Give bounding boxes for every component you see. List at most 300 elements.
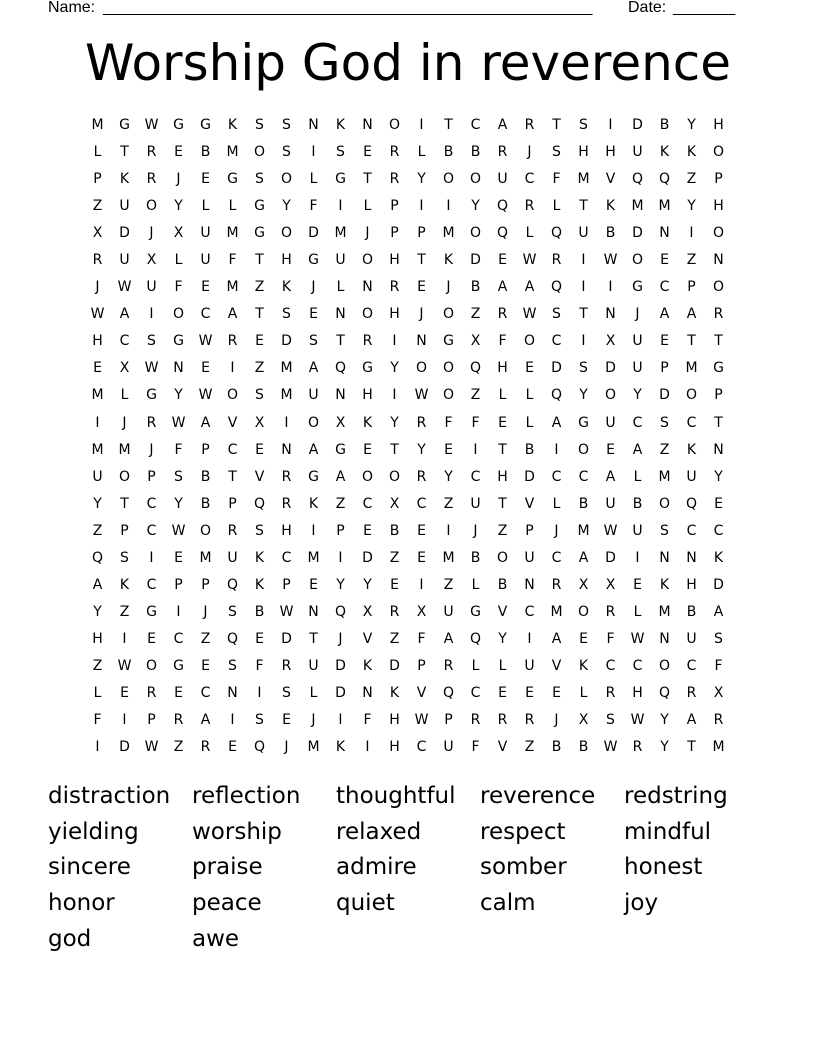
- grid-letter: E: [579, 630, 588, 647]
- grid-letter: Y: [660, 739, 669, 756]
- word-list-item: admire: [336, 854, 417, 881]
- grid-letter: Z: [686, 252, 697, 269]
- grid-letter: B: [443, 144, 454, 161]
- grid-letter: T: [255, 252, 264, 269]
- grid-letter: P: [147, 712, 156, 729]
- grid-letter: C: [659, 279, 670, 296]
- grid-letter: Z: [92, 657, 103, 674]
- grid-letter: U: [200, 252, 211, 269]
- grid-letter: S: [255, 171, 264, 188]
- grid-letter: E: [363, 441, 372, 458]
- grid-letter: U: [146, 279, 157, 296]
- grid-letter: S: [336, 144, 345, 161]
- grid-letter: Z: [389, 549, 400, 566]
- grid-row: [84, 356, 732, 383]
- grid-letter: S: [120, 549, 129, 566]
- grid-letter: H: [92, 630, 103, 647]
- grid-letter: C: [281, 549, 292, 566]
- grid-letter: I: [122, 712, 127, 729]
- grid-letter: M: [550, 603, 563, 620]
- grid-letter: M: [685, 360, 698, 377]
- grid-letter: P: [228, 495, 237, 512]
- grid-letter: J: [95, 279, 100, 296]
- grid-letter: C: [686, 522, 697, 539]
- grid-letter: O: [712, 144, 725, 161]
- grid-letter: B: [200, 144, 211, 161]
- grid-letter: Y: [93, 603, 102, 620]
- word-list-item: sincere: [48, 854, 131, 881]
- grid-letter: A: [686, 306, 697, 323]
- grid-letter: F: [309, 198, 318, 215]
- grid-letter: E: [525, 360, 534, 377]
- grid-letter: O: [712, 279, 725, 296]
- grid-letter: R: [713, 712, 724, 729]
- grid-letter: Q: [496, 198, 509, 215]
- grid-letter: R: [389, 144, 400, 161]
- grid-letter: S: [255, 712, 264, 729]
- grid-letter: E: [309, 576, 318, 593]
- grid-letter: K: [335, 117, 346, 133]
- grid-letter: C: [362, 495, 373, 512]
- grid-letter: Y: [498, 630, 507, 647]
- grid-letter: S: [579, 117, 588, 133]
- grid-letter: P: [147, 468, 156, 485]
- grid-letter: X: [578, 576, 589, 593]
- grid-letter: Y: [93, 495, 102, 512]
- grid-letter: N: [308, 603, 319, 620]
- grid-letter: J: [419, 306, 424, 323]
- grid-letter: P: [120, 522, 129, 539]
- grid-letter: S: [255, 387, 264, 404]
- grid-letter: U: [524, 549, 535, 566]
- grid-letter: R: [146, 684, 157, 701]
- grid-letter: N: [362, 279, 373, 296]
- grid-letter: I: [95, 739, 100, 756]
- grid-letter: V: [362, 630, 373, 647]
- grid-letter: B: [578, 495, 589, 512]
- grid-letter: Q: [334, 603, 347, 620]
- grid-letter: R: [686, 684, 697, 701]
- grid-letter: V: [524, 495, 535, 512]
- word-list-item: yielding: [48, 818, 139, 845]
- grid-letter: T: [390, 441, 399, 458]
- grid-letter: F: [444, 414, 453, 431]
- grid-letter: L: [525, 387, 534, 404]
- grid-letter: P: [336, 522, 345, 539]
- grid-letter: L: [93, 144, 102, 161]
- grid-letter: T: [444, 117, 453, 133]
- grid-letter: Y: [633, 387, 642, 404]
- grid-letter: P: [714, 171, 723, 188]
- grid-letter: K: [659, 576, 670, 593]
- grid-letter: P: [714, 387, 723, 404]
- word-list-item: honor: [48, 890, 115, 917]
- grid-letter: L: [579, 684, 588, 701]
- grid-letter: Z: [389, 630, 400, 647]
- grid-letter: W: [603, 252, 618, 269]
- grid-letter: U: [443, 603, 454, 620]
- grid-letter: H: [686, 576, 697, 593]
- grid-letter: Q: [631, 171, 644, 188]
- grid-letter: N: [416, 333, 427, 350]
- grid-letter: A: [335, 468, 346, 485]
- grid-letter: Q: [253, 739, 266, 756]
- grid-letter: N: [173, 360, 184, 377]
- grid-letter: B: [389, 522, 400, 539]
- grid-letter: P: [525, 522, 534, 539]
- grid-letter: X: [146, 252, 157, 269]
- grid-letter: I: [338, 712, 343, 729]
- grid-letter: S: [174, 468, 183, 485]
- grid-row: [84, 275, 732, 302]
- grid-letter: N: [659, 549, 670, 566]
- grid-letter: Z: [443, 576, 454, 593]
- grid-letter: X: [119, 360, 130, 377]
- grid-letter: M: [334, 225, 347, 242]
- grid-letter: D: [308, 225, 319, 242]
- grid-letter: O: [442, 306, 455, 323]
- grid-row: [84, 546, 732, 573]
- grid-letter: D: [119, 739, 130, 756]
- grid-row: [84, 167, 732, 194]
- grid-letter: Y: [687, 117, 696, 133]
- grid-letter: Q: [685, 495, 698, 512]
- grid-letter: O: [307, 414, 320, 431]
- grid-letter: I: [581, 333, 586, 350]
- grid-letter: Y: [660, 712, 669, 729]
- grid-letter: C: [227, 441, 238, 458]
- grid-letter: E: [498, 252, 507, 269]
- grid-row: [84, 411, 732, 438]
- grid-letter: B: [254, 603, 265, 620]
- grid-letter: R: [497, 306, 508, 323]
- grid-letter: I: [689, 225, 694, 242]
- grid-letter: H: [389, 252, 400, 269]
- grid-letter: I: [230, 712, 235, 729]
- grid-letter: S: [255, 117, 264, 133]
- grid-letter: O: [361, 252, 374, 269]
- grid-letter: Q: [226, 576, 239, 593]
- grid-letter: I: [446, 522, 451, 539]
- grid-letter: G: [254, 198, 265, 215]
- grid-letter: E: [660, 252, 669, 269]
- grid-letter: O: [658, 657, 671, 674]
- grid-letter: M: [658, 198, 671, 215]
- grid-letter: B: [470, 549, 481, 566]
- grid-letter: K: [686, 144, 697, 161]
- grid-letter: M: [91, 441, 104, 458]
- grid-letter: C: [605, 657, 616, 674]
- grid-letter: J: [176, 171, 181, 188]
- word-list-item: thoughtful: [336, 783, 456, 809]
- grid-row: [84, 140, 732, 167]
- grid-letter: F: [363, 712, 372, 729]
- grid-letter: I: [608, 279, 613, 296]
- grid-letter: K: [281, 279, 292, 296]
- grid-letter: B: [524, 441, 535, 458]
- grid-letter: F: [228, 252, 237, 269]
- grid-letter: O: [226, 387, 239, 404]
- grid-letter: E: [147, 630, 156, 647]
- grid-letter: B: [605, 225, 616, 242]
- grid-letter: I: [230, 360, 235, 377]
- grid-letter: R: [551, 576, 562, 593]
- grid-letter: R: [470, 712, 481, 729]
- word-list-item: mindful: [624, 818, 712, 845]
- grid-letter: E: [633, 576, 642, 593]
- grid-letter: U: [308, 387, 319, 404]
- grid-letter: M: [199, 549, 212, 566]
- grid-letter: R: [524, 117, 535, 133]
- grid-letter: R: [92, 252, 103, 269]
- grid-letter: R: [227, 522, 238, 539]
- grid-letter: J: [635, 306, 640, 323]
- grid-letter: U: [119, 252, 130, 269]
- grid-letter: R: [146, 414, 157, 431]
- grid-letter: L: [525, 414, 534, 431]
- grid-letter: T: [687, 333, 696, 350]
- grid-letter: U: [497, 171, 508, 188]
- grid-letter: E: [525, 684, 534, 701]
- word-list-item: quiet: [336, 890, 395, 917]
- grid-letter: M: [442, 549, 455, 566]
- grid-letter: I: [257, 684, 262, 701]
- grid-letter: O: [415, 360, 428, 377]
- grid-letter: E: [606, 441, 615, 458]
- grid-letter: I: [311, 144, 316, 161]
- grid-letter: S: [552, 144, 561, 161]
- grid-letter: T: [714, 414, 723, 431]
- grid-letter: I: [419, 117, 424, 133]
- grid-row: [84, 248, 732, 275]
- word-list-item: calm: [480, 890, 536, 917]
- grid-letter: R: [227, 333, 238, 350]
- grid-letter: F: [417, 630, 426, 647]
- grid-letter: T: [498, 441, 507, 458]
- grid-letter: U: [605, 414, 616, 431]
- grid-row: [84, 735, 732, 762]
- grid-letter: M: [280, 360, 293, 377]
- grid-letter: E: [201, 279, 210, 296]
- grid-letter: M: [118, 441, 131, 458]
- grid-row: [84, 654, 732, 681]
- grid-letter: U: [227, 549, 238, 566]
- grid-letter: S: [660, 414, 669, 431]
- grid-letter: E: [228, 739, 237, 756]
- grid-letter: O: [712, 225, 725, 242]
- word-list-item: relaxed: [336, 818, 422, 845]
- grid-letter: R: [551, 252, 562, 269]
- grid-letter: J: [311, 712, 316, 729]
- grid-letter: O: [442, 387, 455, 404]
- grid-letter: F: [174, 279, 183, 296]
- grid-letter: Q: [658, 171, 671, 188]
- grid-letter: E: [174, 684, 183, 701]
- grid-letter: X: [254, 414, 265, 431]
- grid-letter: Y: [714, 468, 723, 485]
- grid-letter: E: [444, 441, 453, 458]
- grid-letter: U: [632, 360, 643, 377]
- grid-letter: X: [470, 333, 481, 350]
- word-list-item: god: [48, 925, 92, 952]
- grid-letter: Z: [200, 630, 211, 647]
- grid-letter: O: [658, 495, 671, 512]
- grid-letter: S: [579, 360, 588, 377]
- grid-letter: B: [470, 144, 481, 161]
- grid-letter: K: [686, 441, 697, 458]
- grid-letter: Y: [282, 198, 291, 215]
- grid-letter: A: [578, 549, 589, 566]
- grid-letter: R: [389, 171, 400, 188]
- grid-letter: K: [443, 252, 454, 269]
- grid-letter: O: [280, 171, 293, 188]
- grid-row: [84, 600, 732, 627]
- grid-letter: C: [416, 739, 427, 756]
- grid-letter: C: [146, 576, 157, 593]
- grid-letter: D: [713, 576, 724, 593]
- page-title: Worship God in reverence: [84, 34, 732, 92]
- grid-letter: I: [176, 603, 181, 620]
- grid-letter: F: [471, 414, 480, 431]
- grid-letter: J: [527, 144, 532, 161]
- grid-letter: O: [280, 225, 293, 242]
- grid-letter: Z: [470, 306, 481, 323]
- grid-letter: R: [281, 495, 292, 512]
- grid-letter: P: [390, 225, 399, 242]
- grid-letter: W: [630, 712, 645, 729]
- grid-letter: T: [336, 333, 345, 350]
- grid-letter: W: [279, 603, 294, 620]
- grid-letter: Z: [443, 495, 454, 512]
- grid-letter: T: [120, 495, 129, 512]
- grid-letter: X: [713, 684, 724, 701]
- grid-letter: J: [473, 522, 478, 539]
- grid-letter: V: [227, 414, 238, 431]
- grid-letter: P: [660, 360, 669, 377]
- grid-letter: E: [552, 684, 561, 701]
- grid-letter: W: [198, 387, 213, 404]
- grid-letter: W: [414, 712, 429, 729]
- grid-row: [84, 194, 732, 221]
- grid-letter: I: [419, 198, 424, 215]
- grid-letter: K: [578, 657, 589, 674]
- grid-letter: E: [255, 333, 264, 350]
- grid-letter: O: [145, 198, 158, 215]
- grid-row: [84, 113, 732, 140]
- grid-letter: I: [149, 549, 154, 566]
- grid-letter: F: [714, 657, 723, 674]
- grid-letter: I: [446, 198, 451, 215]
- grid-letter: O: [685, 387, 698, 404]
- grid-letter: O: [442, 360, 455, 377]
- grid-letter: I: [635, 549, 640, 566]
- grid-letter: D: [632, 117, 643, 133]
- grid-letter: Z: [335, 495, 346, 512]
- grid-letter: L: [228, 198, 237, 215]
- grid-letter: F: [471, 739, 480, 756]
- grid-letter: C: [146, 522, 157, 539]
- grid-letter: H: [605, 144, 616, 161]
- grid-letter: T: [579, 306, 588, 323]
- grid-letter: Q: [496, 225, 509, 242]
- grid-letter: R: [632, 739, 643, 756]
- grid-letter: I: [581, 279, 586, 296]
- grid-letter: P: [417, 657, 426, 674]
- grid-letter: U: [524, 657, 535, 674]
- grid-letter: Z: [92, 198, 103, 215]
- grid-letter: O: [442, 171, 455, 188]
- grid-letter: O: [604, 387, 617, 404]
- grid-letter: X: [362, 603, 373, 620]
- grid-letter: S: [228, 657, 237, 674]
- grid-letter: M: [442, 225, 455, 242]
- grid-letter: G: [173, 657, 184, 674]
- grid-letter: Y: [363, 576, 372, 593]
- grid-letter: C: [578, 468, 589, 485]
- grid-letter: Y: [174, 387, 183, 404]
- grid-letter: A: [551, 414, 562, 431]
- grid-letter: S: [606, 712, 615, 729]
- grid-letter: W: [522, 306, 537, 323]
- grid-letter: W: [144, 117, 159, 133]
- grid-letter: L: [417, 144, 426, 161]
- word-list-item: praise: [192, 854, 263, 881]
- grid-letter: E: [714, 495, 723, 512]
- grid-letter: P: [201, 441, 210, 458]
- grid-letter: E: [201, 657, 210, 674]
- grid-letter: C: [551, 468, 562, 485]
- grid-letter: F: [606, 630, 615, 647]
- grid-letter: I: [392, 387, 397, 404]
- grid-letter: L: [633, 603, 642, 620]
- grid-letter: N: [713, 441, 724, 458]
- grid-letter: S: [714, 630, 723, 647]
- grid-letter: I: [392, 333, 397, 350]
- grid-letter: H: [578, 144, 589, 161]
- grid-letter: O: [496, 549, 509, 566]
- grid-letter: U: [200, 225, 211, 242]
- grid-letter: F: [255, 657, 264, 674]
- grid-letter: K: [659, 144, 670, 161]
- grid-letter: D: [389, 657, 400, 674]
- grid-letter: A: [686, 712, 697, 729]
- grid-letter: E: [255, 441, 264, 458]
- grid-letter: S: [282, 684, 291, 701]
- grid-letter: C: [551, 549, 562, 566]
- grid-letter: P: [687, 279, 696, 296]
- grid-letter: G: [713, 360, 724, 377]
- word-list-item: worship: [192, 818, 282, 845]
- grid-letter: L: [309, 684, 318, 701]
- grid-letter: E: [498, 414, 507, 431]
- grid-letter: W: [144, 360, 159, 377]
- grid-letter: D: [551, 360, 562, 377]
- grid-letter: C: [632, 414, 643, 431]
- grid-letter: G: [200, 117, 211, 133]
- grid-letter: T: [714, 333, 723, 350]
- grid-letter: P: [93, 171, 102, 188]
- grid-letter: Q: [550, 279, 563, 296]
- grid-letter: T: [228, 468, 237, 485]
- grid-letter: Q: [334, 360, 347, 377]
- grid-letter: C: [200, 306, 211, 323]
- grid-letter: O: [523, 333, 536, 350]
- grid-letter: M: [712, 739, 725, 756]
- grid-letter: N: [335, 306, 346, 323]
- grid-row: [84, 573, 732, 600]
- grid-letter: C: [686, 657, 697, 674]
- grid-letter: N: [524, 576, 535, 593]
